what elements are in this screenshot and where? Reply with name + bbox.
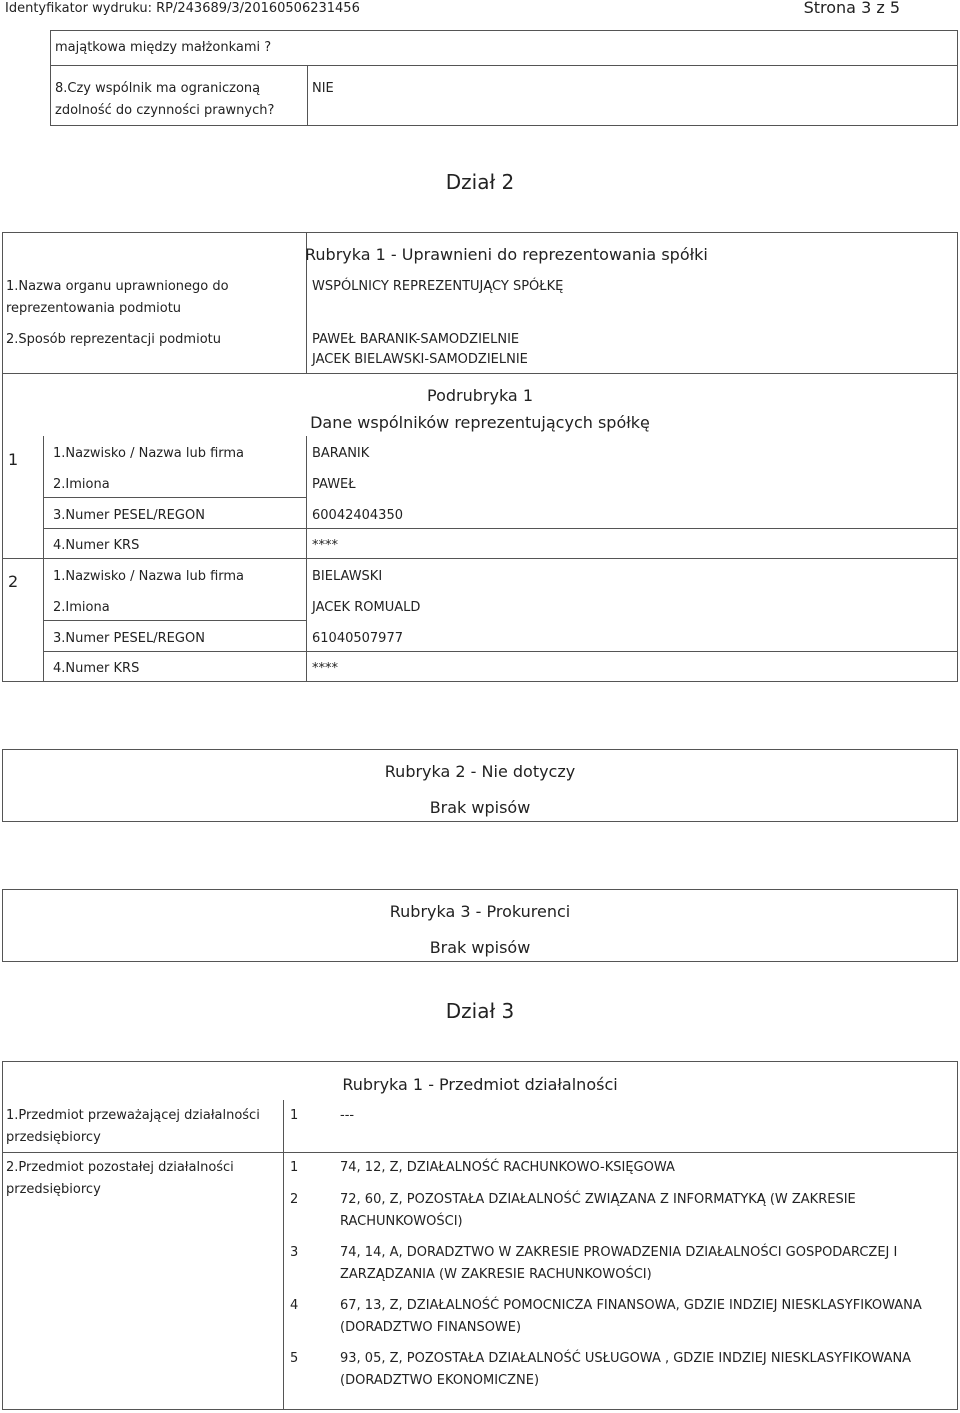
item-line-2: (DORADZTWO FINANSOWE) [340,1320,522,1335]
item-line-2: RACHUNKOWOŚCI) [340,1214,463,1229]
main-activity-label-l2: przedsiębiorcy [6,1130,101,1145]
section-title-dzial-3: Dział 3 [445,999,515,1023]
legal-capacity-value: NIE [312,81,334,96]
rubryka-2-title: Rubryka 2 - Nie dotyczy [384,762,576,781]
person-1-surname-value: BARANIK [312,446,370,461]
item-number: 3 [290,1245,299,1260]
page-counter: Strona 3 z 5 [803,0,900,17]
person-1-krs-value: **** [312,538,338,553]
item-line-1: 74, 12, Z, DZIAŁALNOŚĆ RACHUNKOWO-KSIĘGOWA [340,1160,675,1175]
representation-method-label: 2.Sposób reprezentacji podmiotu [6,332,221,347]
print-header [0,0,960,20]
rubryka-2-empty: Brak wpisów [429,798,531,817]
other-activity-label-l2: przedsiębiorcy [6,1182,101,1197]
list-item [284,1290,956,1342]
other-activity-label-l1: 2.Przedmiot pozostałej działalności [6,1160,234,1175]
podrubryka-title-l2: Dane wspólników reprezentujących spółkę [310,413,650,432]
item-number: 5 [290,1351,299,1366]
item-line-1: 67, 13, Z, DZIAŁALNOŚĆ POMOCNICZA FINANSOWA, GDZIE INDZIEJ NIESKLASYFIKOWANA [340,1298,922,1313]
person-2-krs-value: **** [312,661,338,676]
item-number: 4 [290,1298,299,1313]
person-2-number: 2 [8,572,19,591]
person-1-pesel-value: 60042404350 [312,508,403,523]
representation-body-value: WSPÓLNICY REPREZENTUJĄCY SPÓŁKĘ [312,279,564,294]
list-item [284,1237,956,1289]
representation-method-value-l2: JACEK BIELAWSKI-SAMODZIELNIE [312,352,528,367]
main-activity-label-l1: 1.Przedmiot przeważającej działalności [6,1108,260,1123]
person-2-surname-value: BIELAWSKI [312,569,383,584]
print-identifier: Identyfikator wydruku: RP/243689/3/20160506231456 [5,1,360,16]
person-2-pesel-value: 61040507977 [312,631,403,646]
other-activity-list [284,1152,956,1404]
person-2-krs-label: 4.Numer KRS [53,661,140,676]
item-number: 2 [290,1192,299,1207]
item-line-1: 72, 60, Z, POZOSTAŁA DZIAŁALNOŚĆ ZWIĄZANA Z INFORMATYKĄ (W ZAKRESIE [340,1192,856,1207]
person-1-names-value: PAWEŁ [312,477,356,492]
activity-rubryka-title: Rubryka 1 - Przedmiot działalności [342,1075,618,1094]
rubryka-3-title: Rubryka 3 - Prokurenci [389,902,571,921]
representation-body-label-l2: reprezentowania podmiotu [6,301,182,316]
item-line-2: (DORADZTWO EKONOMICZNE) [340,1373,540,1388]
person-1-number: 1 [8,450,19,469]
item-line-1: 74, 14, A, DORADZTWO W ZAKRESIE PROWADZENIA DZIAŁALNOŚCI GOSPODARCZEJ I [340,1245,898,1260]
list-item [284,1343,956,1395]
person-1-pesel-label: 3.Numer PESEL/REGON [53,508,205,523]
representation-method-value-l1: PAWEŁ BARANIK-SAMODZIELNIE [312,332,520,347]
legal-capacity-label-l2: zdolność do czynności prawnych? [55,103,275,118]
person-1-names-label: 2.Imiona [53,477,110,492]
main-activity-value-1: --- [340,1108,355,1123]
person-2-names-label: 2.Imiona [53,600,110,615]
legal-capacity-label-l1: 8.Czy wspólnik ma ograniczoną [55,81,261,96]
person-2-names-value: JACEK ROMUALD [312,600,421,615]
representation-body-label-l1: 1.Nazwa organu uprawnionego do [6,279,229,294]
main-activity-num-1: 1 [290,1108,299,1123]
person-2-pesel-label: 3.Numer PESEL/REGON [53,631,205,646]
list-item [284,1184,956,1236]
section-title-dzial-2: Dział 2 [445,170,515,194]
rubryka-1-title: Rubryka 1 - Uprawnieni do reprezentowania spółki [305,245,708,264]
item-number: 1 [290,1160,299,1175]
podrubryka-title-l1: Podrubryka 1 [427,386,533,405]
person-1-surname-label: 1.Nazwisko / Nazwa lub firma [53,446,245,461]
rubryka-3-empty: Brak wpisów [429,938,531,957]
person-1-krs-label: 4.Numer KRS [53,538,140,553]
person-2-surname-label: 1.Nazwisko / Nazwa lub firma [53,569,245,584]
item-line-1: 93, 05, Z, POZOSTAŁA DZIAŁALNOŚĆ USŁUGOWA , GDZIE INDZIEJ NIESKLASYFIKOWANA [340,1351,912,1366]
item-line-2: ZARZĄDZANIA (W ZAKRESIE RACHUNKOWOŚCI) [340,1267,652,1282]
property-regime-label: majątkowa między małżonkami ? [55,40,272,55]
